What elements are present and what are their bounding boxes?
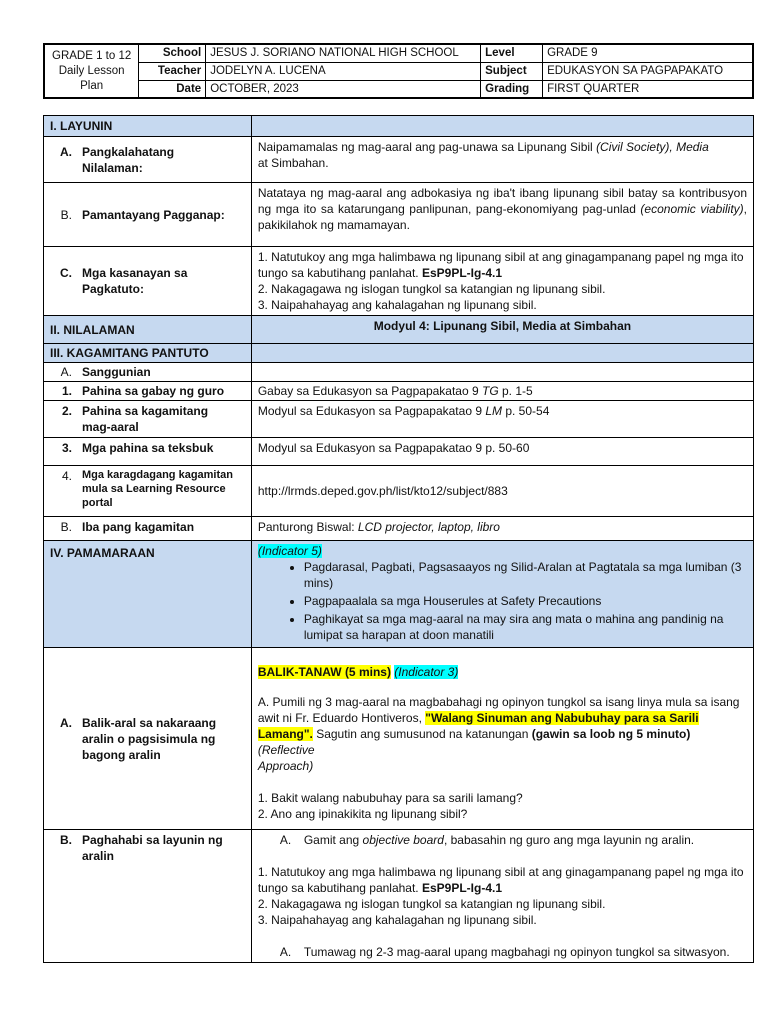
pamamaraan-a-label: A. Balik-aral sa nakaraang aralin o pagsisimula ng bagong aralin xyxy=(44,648,252,830)
section-pamamaraan-heading: IV. PAMAMARAAN xyxy=(44,541,252,648)
layunin-a-content: Naipamamalas ng mag-aaral ang pag-unawa sa Lipunang Sibil (Civil Society), Media at Simbahan. xyxy=(251,137,753,183)
kagamitan-r2-label: 2. Pahina sa kagamitang mag-aaral xyxy=(44,401,252,438)
kagamitan-b-label: B. Iba pang kagamitan xyxy=(44,517,252,541)
balik-tanaw-content: BALIK-TANAW (5 mins) (Indicator 3) A. Pumili ng 3 mag-aaral na magbabahagi ng opinyon tungkol sa isang linya mula sa isang awit ni Fr. Eduardo Hontiveros, "Walang Sinuman ang Nabubuhay para sa Sarili Lamang". Sagutin ang sumusunod na katanungan (gawin sa loob ng 5 minuto) (Reflective Approach) 1. Bakit walang nabubuhay para sa sarili lamang? 2. Ano ang ipinakikita ng lipunang sibil? xyxy=(251,648,753,830)
pamamaraan-intro xyxy=(251,541,753,648)
subject-label: Subject xyxy=(481,62,543,80)
kagamitan-r1-content: Gabay sa Edukasyon sa Pagpapakatao 9 TG p. 1-5 xyxy=(251,382,753,401)
layunin-c-label: C. Mga kasanayan sa Pagkatuto: xyxy=(44,247,252,316)
header-table xyxy=(43,43,754,99)
kagamitan-r2-content: Modyul sa Edukasyon sa Pagpapakatao 9 LM p. 50-54 xyxy=(251,401,753,438)
paghahabi-content: A. Gamit ang objective board, babasahin ng guro ang mga layunin ng aralin. 1. Natutukoy ang mga halimbawa ng lipunang sibil at ang ginagampanang papel ng mga ito tungo sa kabutihang panlahat. EsP9PL-Ig-4.1 2. Nakagagawa ng islogan tungkol sa katangian ng lipunang sibil. 3. Naipahahayag ang kahalagahan ng lipunang sibil. A. Tumawag ng 2-3 mag-aaral upang magbahagi ng opinyon tungkol sa sitwasyon. xyxy=(251,830,753,963)
balik-tanaw-title: BALIK-TANAW (5 mins) xyxy=(257,665,391,679)
list-item: • Pagdarasal, Pagbati, Pagsasaayos ng Silid-Aralan at Pagtatala sa mga lumiban (3 mins) xyxy=(304,559,747,591)
teacher-value: JODELYN A. LUCENA xyxy=(206,62,481,80)
layunin-c-content: 1. Natutukoy ang mga halimbawa ng lipunang sibil at ang ginagampanang papel ng mga ito tungo sa kabutihang panlahat. EsP9PL-Ig-4.1 2. Nakagagawa ng islogan tungkol sa katangian ng lipunang sibil. 3. Naipahahayag ang kahalagahan ng lipunang sibil. xyxy=(251,247,753,316)
kagamitan-b-content: Panturong Biswal: LCD projector, laptop, libro xyxy=(251,517,753,541)
lesson-plan-table xyxy=(43,115,754,963)
teacher-label: Teacher xyxy=(139,62,206,80)
plan-title: GRADE 1 to 12 Daily Lesson Plan xyxy=(44,44,139,98)
list-item: • Paghikayat sa mga mag-aaral na may sira ang mata o mahina ang pandinig na lumipat sa harapan at doon manatili xyxy=(304,611,747,643)
grading-value: FIRST QUARTER xyxy=(543,80,753,98)
level-label: Level xyxy=(481,44,543,62)
indicator-5-badge: (Indicator 5) xyxy=(257,544,322,558)
date-value: OCTOBER, 2023 xyxy=(206,80,481,98)
section-layunin-heading: I. LAYUNIN xyxy=(44,116,252,137)
kagamitan-r1-label: 1. Pahina sa gabay ng guro xyxy=(44,382,252,401)
kagamitan-r3-content: Modyul sa Edukasyon sa Pagpapakatao 9 p. 50-60 xyxy=(251,438,753,466)
layunin-b-content: Natataya ng mag-aaral ang adbokasiya ng iba't ibang lipunang sibil batay sa kontribusyon ng mga ito sa katarungang panlipunan, pang-ekonomiyang pag-unlad (economic viability), pakikilahok ng mamamayan. xyxy=(251,183,753,247)
subject-value: EDUKASYON SA PAGPAPAKATO xyxy=(543,62,753,80)
list-item: • Pagpapaalala sa mga Houserules at Safety Precautions xyxy=(304,593,747,609)
grading-label: Grading xyxy=(481,80,543,98)
level-value: GRADE 9 xyxy=(543,44,753,62)
kagamitan-r3-label: 3. Mga pahina sa teksbuk xyxy=(44,438,252,466)
kagamitan-r4-label: 4. Mga karagdagang kagamitan mula sa Learning Resource portal xyxy=(44,466,252,517)
date-label: Date xyxy=(139,80,206,98)
pamamaraan-b-label: B. Paghahabi sa layunin ng aralin xyxy=(44,830,252,963)
layunin-a-label: A. Pangkalahatang Nilalaman: xyxy=(44,137,252,183)
section-nilalaman-heading: II. NILALAMAN xyxy=(44,316,252,344)
kagamitan-a-label: A. Sanggunian xyxy=(44,363,252,382)
section-kagamitan-heading: III. KAGAMITANG PANTUTO xyxy=(44,344,252,363)
layunin-b-label: B. Pamantayang Pagganap: xyxy=(44,183,252,247)
school-value: JESUS J. SORIANO NATIONAL HIGH SCHOOL xyxy=(206,44,481,62)
kagamitan-r4-content: http://lrmds.deped.gov.ph/list/kto12/subject/883 xyxy=(251,466,753,517)
nilalaman-content: Modyul 4: Lipunang Sibil, Media at Simbahan xyxy=(251,316,753,344)
school-label: School xyxy=(139,44,206,62)
indicator-3-badge: (Indicator 3) xyxy=(394,665,459,679)
